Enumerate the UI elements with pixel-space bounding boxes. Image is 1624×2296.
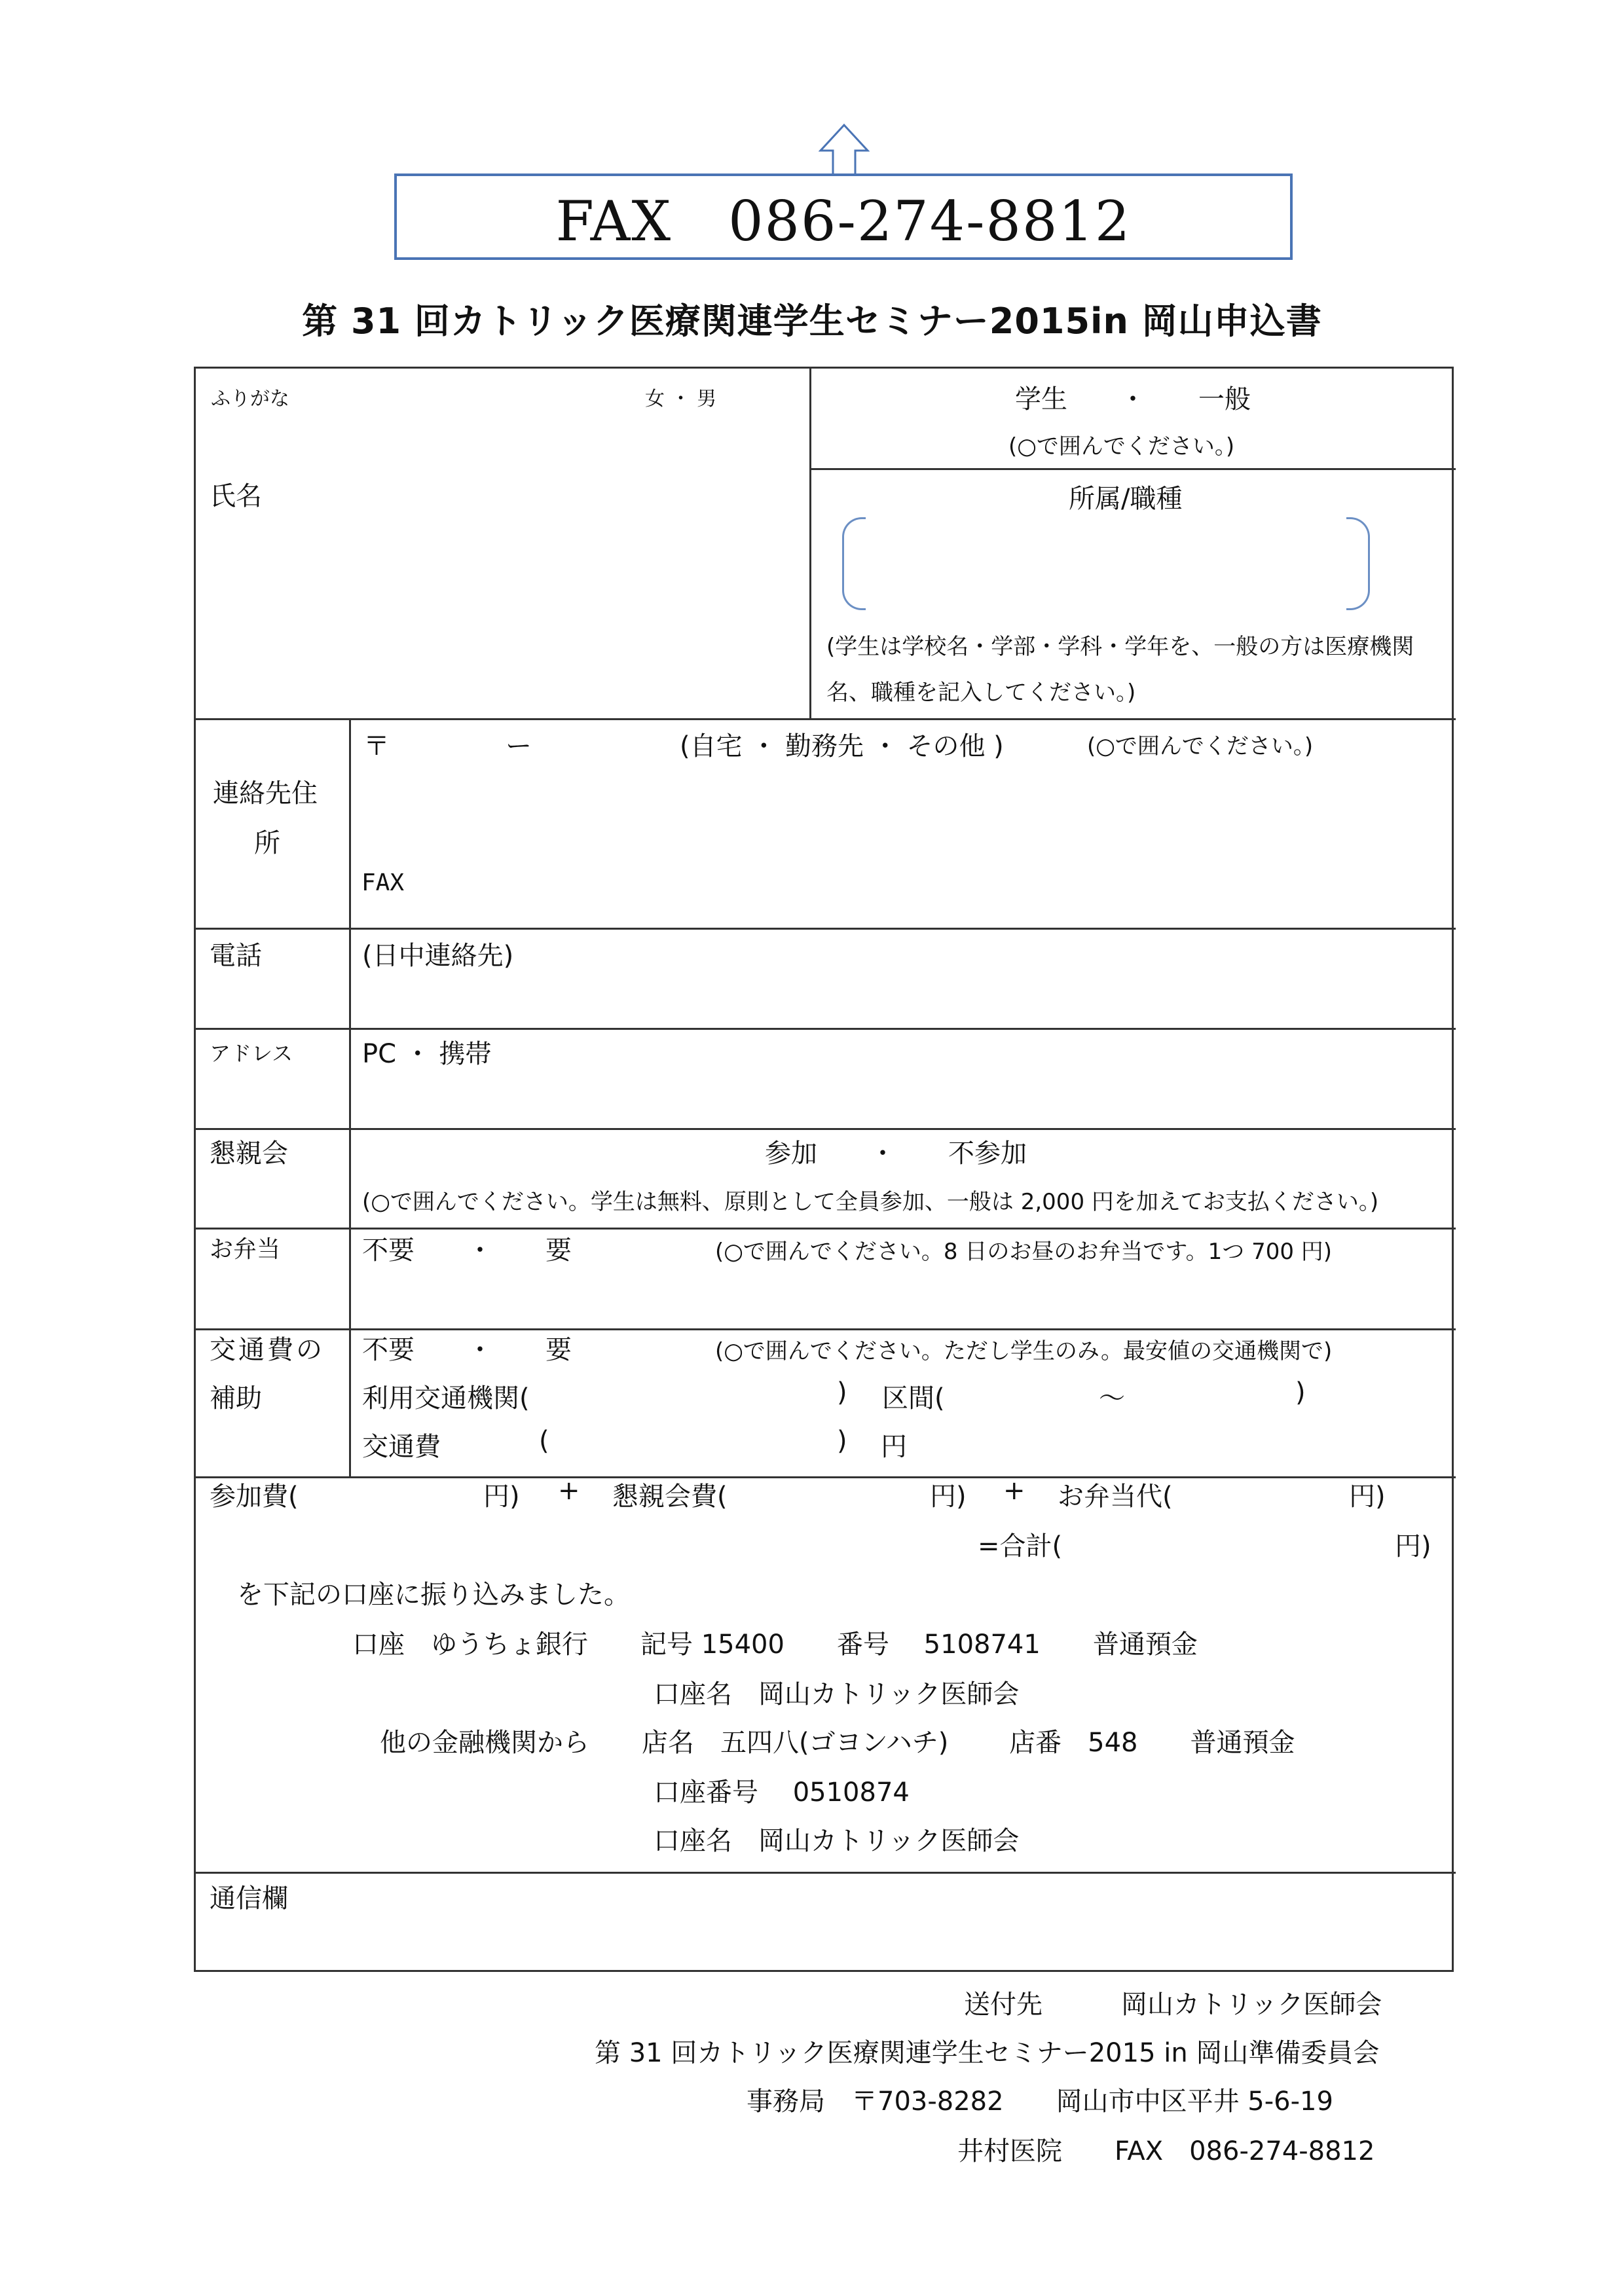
participation-fee-label: 参加費(	[210, 1482, 299, 1512]
address-label-line1: 連絡先住	[213, 778, 318, 809]
party-fee-close: 円)	[930, 1482, 967, 1512]
divider	[809, 369, 811, 718]
divider	[196, 1872, 1456, 1874]
comments-field[interactable]	[210, 1916, 1441, 1961]
up-arrow-icon	[819, 123, 870, 175]
total-field[interactable]	[1080, 1525, 1382, 1558]
transport-fare-field[interactable]	[557, 1426, 825, 1459]
furigana-label: ふりがな	[211, 388, 289, 410]
party-fee-field[interactable]	[743, 1476, 920, 1508]
total-label: =合計(	[978, 1531, 1063, 1561]
plus-sign: +	[558, 1476, 580, 1506]
transport-means-label: 利用交通機関(	[362, 1383, 530, 1413]
transport-label-line2: 補助	[210, 1383, 262, 1413]
transport-section-label: 区間(	[882, 1383, 945, 1413]
lunch-fee-label: お弁当代(	[1058, 1482, 1173, 1512]
account-name: 口座名 岡山カトリック医師会	[654, 1826, 1020, 1856]
phone-field[interactable]	[360, 975, 1441, 1015]
transport-options[interactable]: 不要 ・ 要	[362, 1335, 572, 1365]
affiliation-note-line1: (学生は学校名・学部・学科・学年を、一般の方は医療機関	[826, 634, 1414, 660]
lunch-fee-close: 円)	[1349, 1482, 1386, 1512]
party-note: (○で囲んでください。学生は無料、原則として全員参加、一般は 2,000 円を加えてお支払ください。)	[362, 1189, 1379, 1215]
affiliation-note-line2: 名、職種を記入してください。)	[826, 680, 1136, 706]
lunch-note: (○で囲んでください。8 日のお昼のお弁当です。1つ 700 円)	[715, 1239, 1333, 1265]
address-field[interactable]	[360, 766, 1441, 864]
divider	[196, 928, 1456, 930]
lunch-options[interactable]: 不要 ・ 要	[362, 1235, 572, 1266]
footer-fax: 井村医院 FAX 086-274-8812	[957, 2136, 1375, 2166]
account-name: 口座名 岡山カトリック医師会	[654, 1679, 1020, 1709]
party-options[interactable]: 参加 ・ 不参加	[765, 1139, 1027, 1169]
party-label: 懇親会	[210, 1139, 288, 1169]
phone-note: (日中連絡先)	[362, 941, 514, 971]
participation-fee-close: 円)	[483, 1482, 520, 1512]
address-type-note: (○で囲んでください。)	[1087, 733, 1314, 759]
email-label: アドレス	[210, 1041, 293, 1066]
category-options[interactable]: 学生 ・ 一般	[1015, 384, 1251, 414]
fax-banner: FAX 086-274-8812	[394, 173, 1293, 260]
transport-means-field[interactable]	[553, 1377, 828, 1410]
page-title: 第 31 回カトリック医療関連学生セミナー2015in 岡山申込書	[302, 301, 1322, 342]
account-number: 口座番号 0510874	[654, 1777, 910, 1808]
transport-section-field[interactable]	[956, 1377, 1283, 1410]
affiliation-label: 所属/職種	[1069, 484, 1183, 514]
transport-label-line1: 交通費の	[210, 1335, 325, 1365]
address-label-line2: 所	[254, 828, 280, 858]
gender-options[interactable]: 女 ・ 男	[645, 388, 717, 410]
participation-fee-field[interactable]	[314, 1476, 475, 1508]
footer-committee: 第 31 回カトリック医療関連学生セミナー2015 in 岡山準備委員会	[595, 2038, 1380, 2068]
address-type-options[interactable]: (自宅 ・ 勤務先 ・ その他 )	[680, 731, 1004, 761]
postal-mark: 〒	[363, 731, 390, 761]
total-close: 円)	[1395, 1531, 1431, 1561]
transport-means-close: )	[837, 1377, 847, 1408]
phone-label: 電話	[210, 941, 262, 971]
divider	[196, 718, 1456, 720]
footer-office-address: 事務局 〒703-8282 岡山市中区平井 5-6-19	[747, 2086, 1333, 2117]
bracket-right	[1346, 517, 1370, 610]
plus-sign: +	[1003, 1476, 1025, 1506]
divider	[809, 468, 1456, 470]
name-label: 氏名	[210, 481, 262, 511]
bracket-left	[842, 517, 866, 610]
lunch-fee-field[interactable]	[1192, 1476, 1339, 1508]
affiliation-field[interactable]	[871, 524, 1342, 602]
divider	[196, 1028, 1456, 1030]
divider	[349, 718, 351, 1476]
footer-recipient: 送付先 岡山カトリック医師会	[964, 1990, 1382, 2020]
postal-dash: ー	[506, 731, 532, 761]
comments-label: 通信欄	[210, 1884, 288, 1914]
transport-fare-label: 交通費	[362, 1432, 441, 1462]
lunch-label: お弁当	[210, 1236, 281, 1263]
transport-fare-unit: 円	[881, 1432, 907, 1462]
transport-section-tilde: 〜	[1099, 1383, 1125, 1413]
party-fee-label: 懇親会費(	[612, 1482, 728, 1512]
email-type-options[interactable]: PC ・ 携帯	[362, 1039, 492, 1069]
email-field[interactable]	[360, 1074, 1441, 1113]
transfer-note: を下記の口座に振り込みました。	[237, 1580, 630, 1610]
account-info: 口座 ゆうちょ銀行 記号 15400 番号 5108741 普通預金	[352, 1630, 1198, 1660]
divider	[196, 1128, 1456, 1130]
fax-label: FAX	[361, 869, 405, 896]
category-note: (○で囲んでください。)	[1008, 433, 1235, 460]
transport-section-close: )	[1295, 1377, 1306, 1408]
transport-note: (○で囲んでください。ただし学生のみ。最安値の交通機関で)	[715, 1338, 1333, 1364]
other-bank-info: 他の金融機関から 店名 五四八(ゴヨンハチ) 店番 548 普通預金	[380, 1728, 1295, 1758]
transport-fare-close: )	[837, 1426, 847, 1456]
transport-fare-open: (	[539, 1426, 549, 1456]
